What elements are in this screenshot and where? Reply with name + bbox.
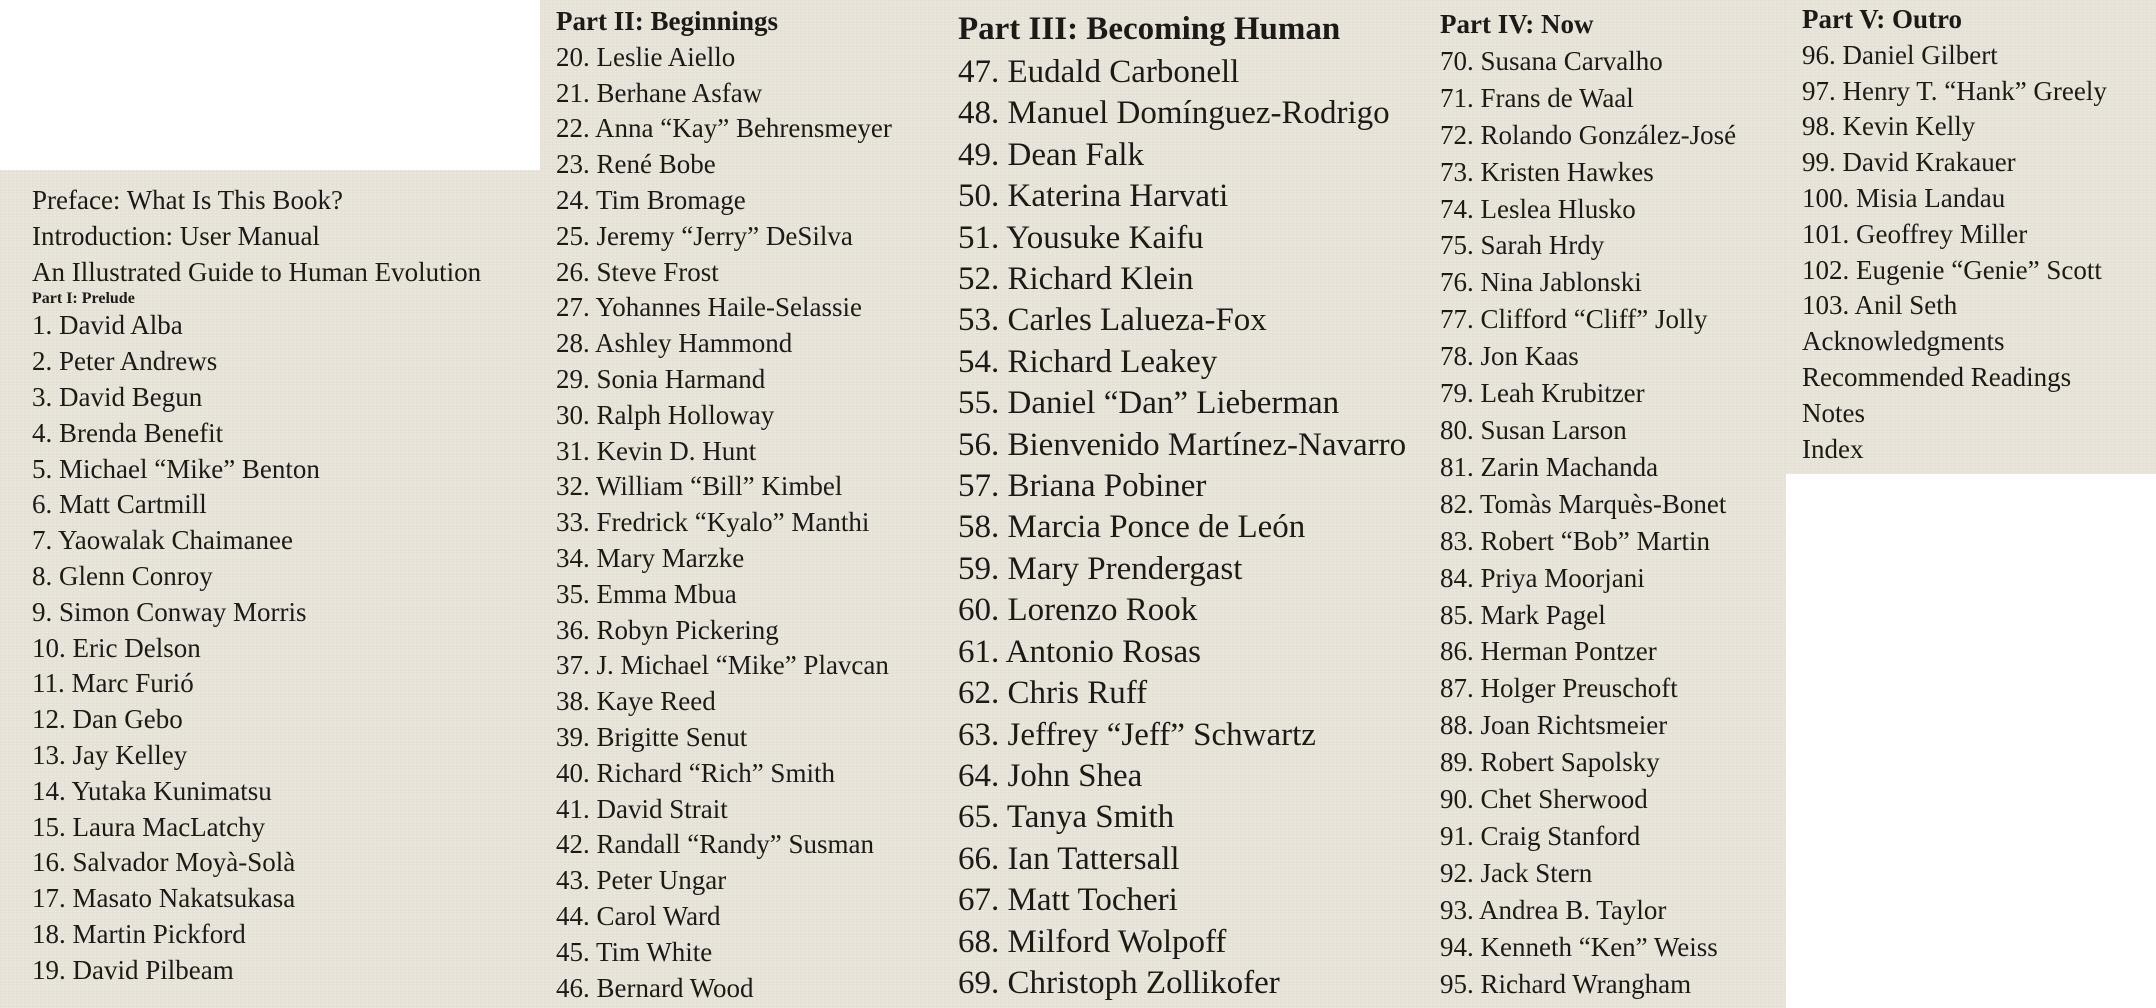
toc-entry: 47. Eudald Carbonell xyxy=(958,54,1240,90)
toc-entry: 15. Laura MacLatchy xyxy=(32,811,266,842)
part-4-entries xyxy=(1440,43,1786,1003)
toc-entry: 42. Randall “Randy” Susman xyxy=(556,829,874,860)
back-matter-item: Index xyxy=(1802,433,1864,464)
toc-entry: 44. Carol Ward xyxy=(556,900,721,931)
toc-entry: 64. John Shea xyxy=(958,757,1143,794)
toc-entry: 1. David Alba xyxy=(32,310,183,341)
toc-column-1 xyxy=(0,170,540,1008)
toc-entry: 73. Kristen Hawkes xyxy=(1440,156,1654,187)
toc-entry: 61. Antonio Rosas xyxy=(958,633,1201,670)
toc-entry: 78. Jon Kaas xyxy=(1440,341,1579,372)
toc-entry: 102. Eugenie “Genie” Scott xyxy=(1802,254,2102,285)
toc-entry: 5. Michael “Mike” Benton xyxy=(32,453,320,484)
toc-entry: 56. Bienvenido Martínez-Navarro xyxy=(958,426,1407,463)
toc-entry: 103. Anil Seth xyxy=(1802,290,1958,321)
toc-entry: 51. Yousuke Kaifu xyxy=(958,219,1204,256)
toc-entry: 28. Ashley Hammond xyxy=(556,328,793,359)
back-matter-item: Notes xyxy=(1802,397,1865,428)
part-4-heading: Part IV: Now xyxy=(1440,9,1594,39)
toc-entry: 20. Leslie Aiello xyxy=(556,41,736,72)
toc-entry: 13. Jay Kelley xyxy=(32,739,188,770)
toc-entry: 29. Sonia Harmand xyxy=(556,363,766,394)
toc-entry: 49. Dean Falk xyxy=(958,136,1145,173)
toc-entry: 101. Geoffrey Miller xyxy=(1802,218,2028,249)
toc-entry: 67. Matt Tocheri xyxy=(958,882,1178,919)
toc-entry: 94. Kenneth “Ken” Weiss xyxy=(1440,931,1718,962)
toc-entry: 52. Richard Klein xyxy=(958,261,1194,298)
toc-entry: 7. Yaowalak Chaimanee xyxy=(32,525,293,556)
toc-entry: 57. Briana Pobiner xyxy=(958,468,1207,505)
toc-entry: 23. René Bobe xyxy=(556,149,716,180)
toc-entry: 16. Salvador Moyà-Solà xyxy=(32,847,296,878)
toc-column-4 xyxy=(1424,0,1786,1008)
toc-entry: 46. Bernard Wood xyxy=(556,972,754,1003)
toc-entry: 8. Glenn Conroy xyxy=(32,560,213,591)
toc-entry: 98. Kevin Kelly xyxy=(1802,111,1976,142)
toc-entry: 95. Richard Wrangham xyxy=(1440,968,1692,999)
toc-entry: 45. Tim White xyxy=(556,936,713,967)
toc-entry: 81. Zarin Machanda xyxy=(1440,451,1659,482)
toc-entry: 40. Richard “Rich” Smith xyxy=(556,757,835,788)
toc-entry: 58. Marcia Ponce de León xyxy=(958,509,1306,546)
toc-entry: 25. Jeremy “Jerry” DeSilva xyxy=(556,220,853,251)
toc-entry: 9. Simon Conway Morris xyxy=(32,596,307,627)
toc-entry: 62. Chris Ruff xyxy=(958,675,1148,712)
toc-column-2 xyxy=(540,0,944,1008)
toc-entry: 3. David Begun xyxy=(32,381,203,412)
toc-entry: 38. Kaye Reed xyxy=(556,686,716,717)
toc-entry: 41. David Strait xyxy=(556,793,728,824)
toc-entry: 27. Yohannes Haile-Selassie xyxy=(556,292,862,323)
part-5-heading: Part V: Outro xyxy=(1802,4,1962,34)
toc-entry: 17. Masato Nakatsukasa xyxy=(32,883,296,914)
toc-entry: 30. Ralph Holloway xyxy=(556,399,775,430)
toc-entry: 39. Brigitte Senut xyxy=(556,721,748,752)
toc-entry: 53. Carles Lalueza-Fox xyxy=(958,302,1267,339)
toc-entry: 86. Herman Pontzer xyxy=(1440,636,1657,667)
toc-entry: 12. Dan Gebo xyxy=(32,704,183,735)
toc-entry: 82. Tomàs Marquès-Bonet xyxy=(1440,488,1727,519)
part-5-entries xyxy=(1802,38,2156,324)
toc-entry: 74. Leslea Hlusko xyxy=(1440,193,1636,224)
front-matter-illustrated-guide: An Illustrated Guide to Human Evolution xyxy=(32,256,482,287)
toc-entry: 92. Jack Stern xyxy=(1440,857,1593,888)
toc-entry: 18. Martin Pickford xyxy=(32,918,246,949)
front-matter-introduction: Introduction: User Manual xyxy=(32,220,320,251)
toc-entry: 10. Eric Delson xyxy=(32,632,201,663)
toc-entry: 71. Frans de Waal xyxy=(1440,82,1634,113)
toc-entry: 14. Yutaka Kunimatsu xyxy=(32,775,272,806)
toc-entry: 89. Robert Sapolsky xyxy=(1440,747,1660,778)
toc-entry: 35. Emma Mbua xyxy=(556,578,737,609)
toc-entry: 37. J. Michael “Mike” Plavcan xyxy=(556,650,889,681)
toc-entry: 68. Milford Wolpoff xyxy=(958,923,1227,960)
part-1-entries xyxy=(32,308,540,988)
toc-entry: 70. Susana Carvalho xyxy=(1440,45,1663,76)
toc-entry: 11. Marc Furió xyxy=(32,668,194,699)
part-3-entries xyxy=(958,52,1424,1004)
back-matter-item: Recommended Readings xyxy=(1802,361,2072,392)
toc-entry: 65. Tanya Smith xyxy=(958,799,1175,836)
toc-entry: 97. Henry T. “Hank” Greely xyxy=(1802,75,2107,106)
toc-entry: 99. David Krakauer xyxy=(1802,147,2016,178)
toc-entry: 31. Kevin D. Hunt xyxy=(556,435,757,466)
toc-entry: 50. Katerina Harvati xyxy=(958,178,1229,215)
part-2-heading: Part II: Beginnings xyxy=(556,6,779,36)
toc-entry: 32. William “Bill” Kimbel xyxy=(556,471,843,502)
toc-entry: 76. Nina Jablonski xyxy=(1440,267,1642,298)
toc-entry: 100. Misia Landau xyxy=(1802,182,2006,213)
toc-entry: 26. Steve Frost xyxy=(556,256,719,287)
toc-entry: 34. Mary Marzke xyxy=(556,542,745,573)
toc-entry: 22. Anna “Kay” Behrensmeyer xyxy=(556,113,892,144)
toc-entry: 19. David Pilbeam xyxy=(32,954,234,985)
toc-entry: 2. Peter Andrews xyxy=(32,346,218,377)
toc-entry: 88. Joan Richtsmeier xyxy=(1440,710,1668,741)
toc-entry: 91. Craig Stanford xyxy=(1440,820,1641,851)
toc-entry: 79. Leah Krubitzer xyxy=(1440,378,1645,409)
toc-entry: 66. Ian Tattersall xyxy=(958,840,1180,877)
toc-entry: 85. Mark Pagel xyxy=(1440,599,1606,630)
toc-entry: 48. Manuel Domínguez-Rodrigo xyxy=(958,95,1390,132)
front-matter-preface: Preface: What Is This Book? xyxy=(32,185,343,215)
toc-entry: 54. Richard Leakey xyxy=(958,343,1218,380)
toc-entry: 24. Tim Bromage xyxy=(556,184,746,215)
toc-entry: 6. Matt Cartmill xyxy=(32,489,207,520)
toc-entry: 77. Clifford “Cliff” Jolly xyxy=(1440,304,1708,335)
toc-entry: 33. Fredrick “Kyalo” Manthi xyxy=(556,507,870,538)
toc-column-5 xyxy=(1786,0,2156,474)
toc-entry: 36. Robyn Pickering xyxy=(556,614,779,645)
toc-column-3 xyxy=(944,0,1424,1008)
toc-entry: 59. Mary Prendergast xyxy=(958,550,1243,587)
toc-entry: 4. Brenda Benefit xyxy=(32,417,224,448)
back-matter-item: Acknowledgments xyxy=(1802,326,2005,357)
toc-entry: 55. Daniel “Dan” Lieberman xyxy=(958,385,1340,422)
toc-entry: 69. Christoph Zollikofer xyxy=(958,964,1280,1001)
toc-entry: 83. Robert “Bob” Martin xyxy=(1440,525,1710,556)
toc-entry: 84. Priya Moorjani xyxy=(1440,562,1645,593)
toc-entry: 60. Lorenzo Rook xyxy=(958,592,1198,629)
toc-entry: 21. Berhane Asfaw xyxy=(556,77,763,108)
toc-entry: 72. Rolando González-José xyxy=(1440,119,1737,150)
toc-entry: 80. Susan Larson xyxy=(1440,414,1627,445)
toc-entry: 93. Andrea B. Taylor xyxy=(1440,894,1667,925)
toc-entry: 96. Daniel Gilbert xyxy=(1802,39,1998,70)
part-2-entries xyxy=(556,40,944,1007)
part-1-heading: Part I: Prelude xyxy=(32,290,135,308)
toc-entry: 43. Peter Ungar xyxy=(556,865,727,896)
back-matter-list xyxy=(1802,324,2156,467)
toc-entry: 63. Jeffrey “Jeff” Schwartz xyxy=(958,716,1316,753)
toc-entry: 75. Sarah Hrdy xyxy=(1440,230,1605,261)
part-3-heading: Part III: Becoming Human xyxy=(958,11,1341,47)
toc-entry: 90. Chet Sherwood xyxy=(1440,784,1648,815)
toc-entry: 87. Holger Preuschoft xyxy=(1440,673,1678,704)
